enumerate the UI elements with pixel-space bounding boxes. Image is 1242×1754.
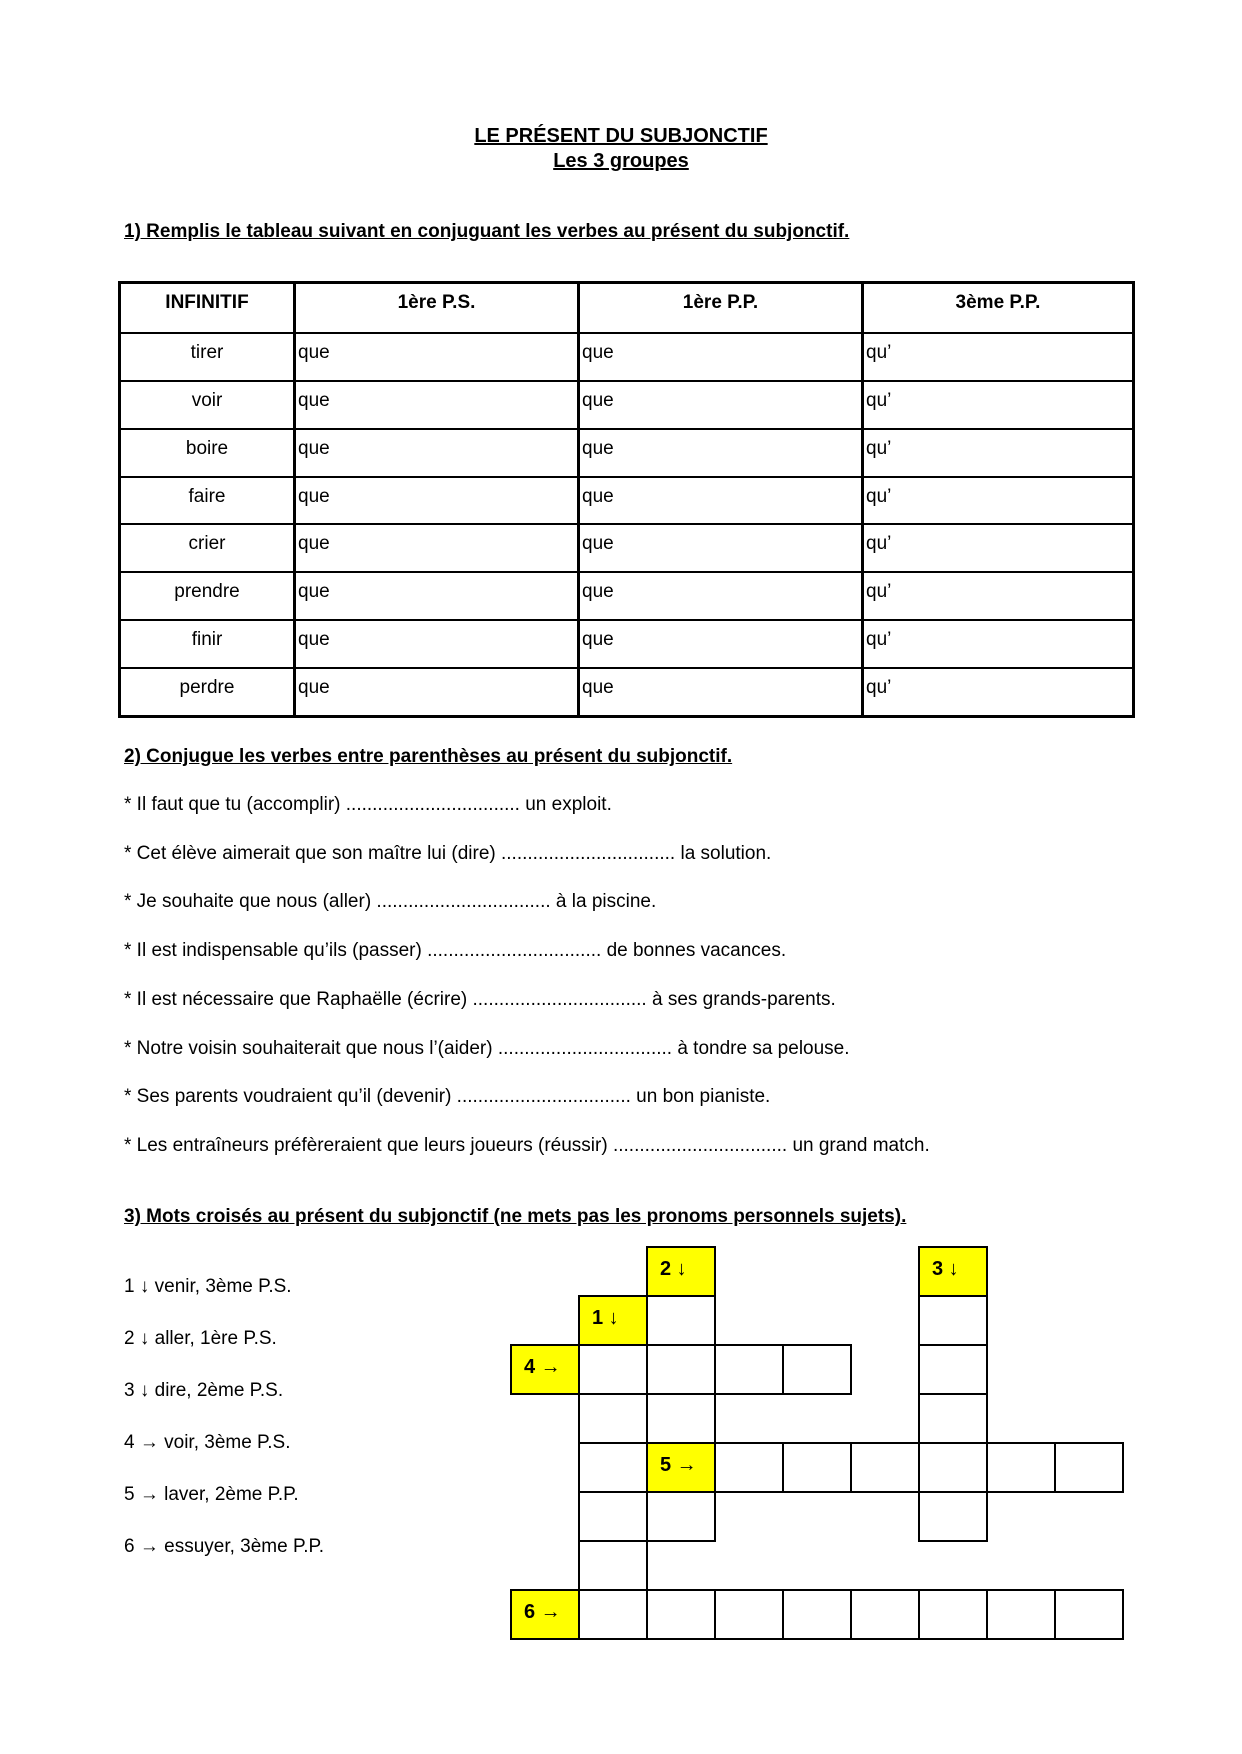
- crossword-clue: 2 ↓ aller, 1ère P.S.: [124, 1328, 277, 1349]
- crossword-number-cell: [510, 1344, 580, 1395]
- table-row: [120, 381, 1134, 429]
- answer-cell[interactable]: que: [295, 429, 579, 477]
- exercise-sentence: * Ses parents voudraient qu’il (devenir) ................................. un bon pianiste.: [124, 1086, 771, 1107]
- answer-cell[interactable]: que: [579, 620, 863, 668]
- answer-cell[interactable]: qu’: [863, 620, 1134, 668]
- exercise-sentence: * Il faut que tu (accomplir) ................................. un exploit.: [124, 794, 612, 815]
- crossword-clue: 1 ↓ venir, 3ème P.S.: [124, 1276, 292, 1297]
- answer-cell[interactable]: que: [579, 381, 863, 429]
- infinitive-cell: faire: [120, 477, 295, 525]
- exercise-sentence: * Les entraîneurs préfèreraient que leurs joueurs (réussir) ................................. un grand match.: [124, 1135, 930, 1156]
- crossword-cell[interactable]: [850, 1442, 920, 1493]
- crossword-number-label: 1 ↓: [592, 1307, 619, 1329]
- crossword-cell[interactable]: [782, 1589, 852, 1640]
- answer-cell[interactable]: qu’: [863, 668, 1134, 717]
- crossword-number-label: 5 →: [660, 1454, 697, 1476]
- crossword-number-label: 4 →: [524, 1356, 561, 1378]
- crossword-cell[interactable]: [714, 1442, 784, 1493]
- answer-cell[interactable]: qu’: [863, 524, 1134, 572]
- crossword-cell[interactable]: [918, 1442, 988, 1493]
- section2-heading: 2) Conjugue les verbes entre parenthèses au présent du subjonctif.: [124, 746, 733, 767]
- exercise-sentence: * Notre voisin souhaiterait que nous l’(aider) ................................. à tondre sa pelouse.: [124, 1038, 850, 1059]
- infinitive-cell: finir: [120, 620, 295, 668]
- answer-cell[interactable]: que: [579, 333, 863, 381]
- crossword-cell[interactable]: [578, 1491, 648, 1542]
- section1-heading: 1) Remplis le tableau suivant en conjuguant les verbes au présent du subjonctif.: [124, 221, 850, 242]
- table-header-row: [120, 283, 1134, 334]
- exercise-sentence: * Il est indispensable qu’ils (passer) ................................. de bonnes vacances.: [124, 940, 787, 961]
- crossword-cell[interactable]: [918, 1393, 988, 1444]
- crossword-cell[interactable]: [986, 1442, 1056, 1493]
- answer-cell[interactable]: qu’: [863, 381, 1134, 429]
- infinitive-cell: crier: [120, 524, 295, 572]
- crossword-number-cell: [510, 1589, 580, 1640]
- exercise-sentence: * Je souhaite que nous (aller) ................................. à la piscine.: [124, 891, 657, 912]
- answer-cell[interactable]: qu’: [863, 429, 1134, 477]
- crossword-cell[interactable]: [918, 1491, 988, 1542]
- infinitive-cell: boire: [120, 429, 295, 477]
- answer-cell[interactable]: qu’: [863, 572, 1134, 620]
- answer-cell[interactable]: que: [579, 668, 863, 717]
- crossword-clue: 5 → laver, 2ème P.P.: [124, 1484, 299, 1505]
- answer-cell[interactable]: que: [579, 429, 863, 477]
- infinitive-cell: voir: [120, 381, 295, 429]
- crossword-number-label: 3 ↓: [932, 1258, 959, 1280]
- answer-cell[interactable]: que: [295, 524, 579, 572]
- table-row: [120, 477, 1134, 525]
- infinitive-cell: perdre: [120, 668, 295, 717]
- crossword-cell[interactable]: [578, 1344, 648, 1395]
- crossword-cell[interactable]: [918, 1295, 988, 1346]
- crossword-cell[interactable]: [646, 1393, 716, 1444]
- table-row: [120, 620, 1134, 668]
- crossword-number-cell: [918, 1246, 988, 1297]
- answer-cell[interactable]: que: [295, 381, 579, 429]
- header-3pp: 3ème P.P.: [863, 283, 1134, 334]
- infinitive-cell: tirer: [120, 333, 295, 381]
- table-row: [120, 333, 1134, 381]
- exercise-sentence: * Il est nécessaire que Raphaëlle (écrire) ................................. à ses grands-parents.: [124, 989, 836, 1010]
- crossword-cell[interactable]: [714, 1589, 784, 1640]
- page-subtitle: Les 3 groupes: [553, 150, 689, 172]
- answer-cell[interactable]: que: [295, 477, 579, 525]
- crossword-cell[interactable]: [646, 1589, 716, 1640]
- section3-heading: 3) Mots croisés au présent du subjonctif (ne mets pas les pronoms personnels sujets).: [124, 1206, 907, 1227]
- crossword-cell[interactable]: [850, 1589, 920, 1640]
- table-row: [120, 524, 1134, 572]
- crossword-cell[interactable]: [714, 1344, 784, 1395]
- answer-cell[interactable]: qu’: [863, 333, 1134, 381]
- header-1pp: 1ère P.P.: [579, 283, 863, 334]
- answer-cell[interactable]: que: [579, 477, 863, 525]
- table-row: [120, 429, 1134, 477]
- crossword-cell[interactable]: [1054, 1442, 1124, 1493]
- crossword-cell[interactable]: [578, 1393, 648, 1444]
- crossword-cell[interactable]: [646, 1344, 716, 1395]
- answer-cell[interactable]: que: [579, 524, 863, 572]
- crossword-cell[interactable]: [782, 1344, 852, 1395]
- crossword-number-label: 2 ↓: [660, 1258, 687, 1280]
- crossword-cell[interactable]: [782, 1442, 852, 1493]
- answer-cell[interactable]: que: [295, 668, 579, 717]
- infinitive-cell: prendre: [120, 572, 295, 620]
- exercise-sentence: * Cet élève aimerait que son maître lui (dire) ................................. la solution.: [124, 843, 772, 864]
- crossword-cell[interactable]: [578, 1589, 648, 1640]
- answer-cell[interactable]: que: [295, 572, 579, 620]
- crossword-cell[interactable]: [1054, 1589, 1124, 1640]
- crossword-clue: 6 → essuyer, 3ème P.P.: [124, 1536, 324, 1557]
- crossword-clue: 3 ↓ dire, 2ème P.S.: [124, 1380, 284, 1401]
- crossword-number-cell: [646, 1246, 716, 1297]
- table-row: [120, 572, 1134, 620]
- crossword-cell[interactable]: [918, 1344, 988, 1395]
- answer-cell[interactable]: que: [295, 620, 579, 668]
- crossword-number-cell: [646, 1442, 716, 1493]
- table-row: [120, 668, 1134, 717]
- crossword-number-cell: [578, 1295, 648, 1346]
- answer-cell[interactable]: que: [579, 572, 863, 620]
- crossword-cell[interactable]: [918, 1589, 988, 1640]
- crossword-cell[interactable]: [646, 1295, 716, 1346]
- answer-cell[interactable]: qu’: [863, 477, 1134, 525]
- answer-cell[interactable]: que: [295, 333, 579, 381]
- crossword-cell[interactable]: [578, 1540, 648, 1591]
- crossword-number-label: 6 →: [524, 1601, 561, 1623]
- crossword-clue: 4 → voir, 3ème P.S.: [124, 1432, 291, 1453]
- header-infinitif: INFINITIF: [120, 283, 295, 334]
- conjugation-table: [118, 281, 1135, 718]
- crossword-cell[interactable]: [578, 1442, 648, 1493]
- crossword-cell[interactable]: [986, 1589, 1056, 1640]
- header-1ps: 1ère P.S.: [295, 283, 579, 334]
- crossword-cell[interactable]: [646, 1491, 716, 1542]
- page-title: LE PRÉSENT DU SUBJONCTIF: [474, 125, 768, 147]
